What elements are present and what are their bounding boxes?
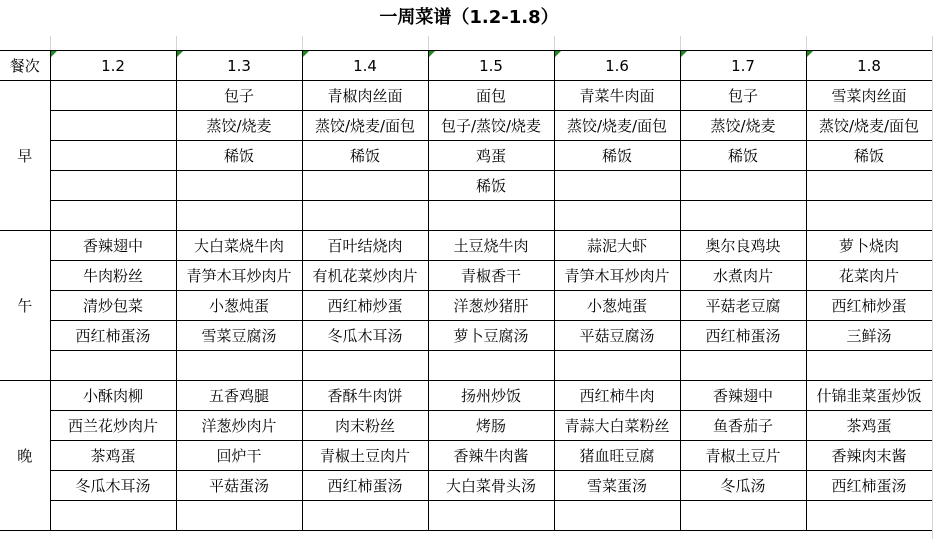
menu-row [0, 291, 932, 321]
dish-cell[interactable]: 稀饭 [302, 141, 428, 171]
menu-row [0, 501, 932, 531]
dish-cell[interactable] [50, 111, 176, 141]
dish-cell[interactable] [428, 351, 554, 381]
date-header-cell[interactable]: 1.8 [806, 51, 932, 81]
dish-cell[interactable] [806, 351, 932, 381]
menu-row [0, 381, 932, 411]
dish-cell[interactable]: 蒸饺/烧麦 [176, 111, 302, 141]
dish-cell[interactable] [428, 501, 554, 531]
dish-cell[interactable]: 西红柿蛋汤 [302, 471, 428, 501]
meal-label-cell[interactable]: 午 [0, 231, 50, 381]
dish-cell[interactable] [428, 201, 554, 231]
page-title: 一周菜谱（1.2-1.8） [379, 7, 559, 28]
dish-cell[interactable]: 烤肠 [428, 411, 554, 441]
dish-cell[interactable] [176, 351, 302, 381]
dish-cell[interactable] [680, 171, 806, 201]
meal-label-cell[interactable]: 晚 [0, 381, 50, 531]
dish-cell[interactable]: 西红柿牛肉 [554, 381, 680, 411]
dish-cell[interactable]: 西红柿炒蛋 [806, 291, 932, 321]
cell-flag-icon [429, 51, 435, 57]
dish-cell[interactable]: 洋葱炒猪肝 [428, 291, 554, 321]
dish-cell[interactable]: 青笋木耳炒肉片 [176, 261, 302, 291]
dish-cell[interactable]: 土豆烧牛肉 [428, 231, 554, 261]
dish-cell[interactable]: 回炉干 [176, 441, 302, 471]
dish-cell[interactable]: 牛肉粉丝 [50, 261, 176, 291]
dish-cell[interactable]: 稀饭 [806, 141, 932, 171]
dish-cell[interactable]: 鱼香茄子 [680, 411, 806, 441]
dish-cell[interactable] [680, 201, 806, 231]
menu-row [0, 141, 932, 171]
dish-cell[interactable]: 奥尔良鸡块 [680, 231, 806, 261]
dish-cell[interactable]: 百叶结烧肉 [302, 231, 428, 261]
menu-table-body [0, 36, 932, 531]
cell-flag-icon [51, 51, 57, 57]
dish-cell[interactable]: 萝卜烧肉 [806, 231, 932, 261]
dish-cell[interactable]: 西兰花炒肉片 [50, 411, 176, 441]
meal-label-cell[interactable]: 早 [0, 81, 50, 231]
dish-cell[interactable]: 洋葱炒肉片 [176, 411, 302, 441]
dish-cell[interactable]: 稀饭 [680, 141, 806, 171]
dish-cell[interactable]: 香辣翅中 [680, 381, 806, 411]
dish-cell[interactable] [554, 171, 680, 201]
dish-cell[interactable]: 冬瓜木耳汤 [50, 471, 176, 501]
dish-cell[interactable] [806, 501, 932, 531]
dish-cell[interactable] [50, 201, 176, 231]
menu-row [0, 411, 932, 441]
menu-row [0, 81, 932, 111]
menu-row [0, 201, 932, 231]
dish-cell[interactable] [680, 351, 806, 381]
dish-cell[interactable]: 包子 [176, 81, 302, 111]
dish-cell[interactable]: 什锦韭菜蛋炒饭 [806, 381, 932, 411]
dish-cell[interactable]: 青蒜大白菜粉丝 [554, 411, 680, 441]
dish-cell[interactable]: 包子 [680, 81, 806, 111]
dish-cell[interactable] [302, 171, 428, 201]
date-header-cell[interactable]: 1.7 [680, 51, 806, 81]
menu-row [0, 441, 932, 471]
dish-cell[interactable]: 青椒肉丝面 [302, 81, 428, 111]
dish-cell[interactable]: 雪菜肉丝面 [806, 81, 932, 111]
dish-cell[interactable] [176, 201, 302, 231]
dish-cell[interactable] [806, 171, 932, 201]
date-header-cell[interactable]: 1.6 [554, 51, 680, 81]
dish-cell[interactable]: 蒸饺/烧麦/面包 [554, 111, 680, 141]
dish-cell[interactable] [680, 501, 806, 531]
sheet-grid-edge [932, 36, 938, 539]
dish-cell[interactable]: 香辣牛肉酱 [428, 441, 554, 471]
dish-cell[interactable]: 蒸饺/烧麦 [680, 111, 806, 141]
cell-flag-icon [555, 51, 561, 57]
dish-cell[interactable]: 小葱炖蛋 [554, 291, 680, 321]
dish-cell[interactable]: 冬瓜木耳汤 [302, 321, 428, 351]
dish-cell[interactable] [50, 351, 176, 381]
dish-cell[interactable] [176, 171, 302, 201]
dish-cell[interactable]: 鸡蛋 [428, 141, 554, 171]
dish-cell[interactable]: 蒸饺/烧麦/面包 [806, 111, 932, 141]
dish-cell[interactable] [50, 141, 176, 171]
dish-cell[interactable] [302, 351, 428, 381]
dish-cell[interactable]: 冬瓜汤 [680, 471, 806, 501]
dish-cell[interactable]: 平菇蛋汤 [176, 471, 302, 501]
cell-flag-icon [807, 51, 813, 57]
dish-cell[interactable]: 五香鸡腿 [176, 381, 302, 411]
header-row [0, 51, 932, 81]
dish-cell[interactable]: 大白菜烧牛肉 [176, 231, 302, 261]
date-header-cell[interactable]: 1.2 [50, 51, 176, 81]
date-header-cell[interactable]: 1.3 [176, 51, 302, 81]
dish-cell[interactable] [302, 201, 428, 231]
dish-cell[interactable]: 萝卜豆腐汤 [428, 321, 554, 351]
dish-cell[interactable]: 包子/蒸饺/烧麦 [428, 111, 554, 141]
dish-cell[interactable]: 肉末粉丝 [302, 411, 428, 441]
date-header-cell[interactable]: 1.5 [428, 51, 554, 81]
dish-cell[interactable]: 西红柿蛋汤 [680, 321, 806, 351]
dish-cell[interactable]: 稀饭 [554, 141, 680, 171]
dish-cell[interactable]: 蒜泥大虾 [554, 231, 680, 261]
dish-cell[interactable] [554, 501, 680, 531]
dish-cell[interactable]: 平菇豆腐汤 [554, 321, 680, 351]
cell-flag-icon [681, 51, 687, 57]
date-header-cell[interactable]: 1.4 [302, 51, 428, 81]
dish-cell[interactable] [50, 171, 176, 201]
menu-row [0, 231, 932, 261]
dish-cell[interactable]: 清炒包菜 [50, 291, 176, 321]
spacer-row [0, 36, 932, 51]
menu-row [0, 171, 932, 201]
dish-cell[interactable]: 香辣肉末酱 [806, 441, 932, 471]
menu-table [0, 36, 933, 531]
menu-row [0, 111, 932, 141]
dish-cell[interactable]: 面包 [428, 81, 554, 111]
dish-cell[interactable]: 青笋木耳炒肉片 [554, 261, 680, 291]
dish-cell[interactable]: 扬州炒饭 [428, 381, 554, 411]
menu-row [0, 321, 932, 351]
dish-cell[interactable]: 有机花菜炒肉片 [302, 261, 428, 291]
menu-row [0, 261, 932, 291]
dish-cell[interactable] [50, 501, 176, 531]
dish-cell[interactable]: 蒸饺/烧麦/面包 [302, 111, 428, 141]
dish-cell[interactable]: 猪血旺豆腐 [554, 441, 680, 471]
dish-cell[interactable] [806, 201, 932, 231]
dish-cell[interactable]: 青椒土豆片 [680, 441, 806, 471]
dish-cell[interactable]: 西红柿蛋汤 [806, 471, 932, 501]
dish-cell[interactable]: 水煮肉片 [680, 261, 806, 291]
dish-cell[interactable]: 稀饭 [176, 141, 302, 171]
dish-cell[interactable]: 小葱炖蛋 [176, 291, 302, 321]
dish-cell[interactable]: 三鲜汤 [806, 321, 932, 351]
dish-cell[interactable]: 西红柿炒蛋 [302, 291, 428, 321]
cell-flag-icon [303, 51, 309, 57]
dish-cell[interactable]: 青椒香干 [428, 261, 554, 291]
dish-cell[interactable] [176, 501, 302, 531]
dish-cell[interactable]: 大白菜骨头汤 [428, 471, 554, 501]
dish-cell[interactable] [50, 81, 176, 111]
dish-cell[interactable]: 西红柿蛋汤 [50, 321, 176, 351]
dish-cell[interactable]: 茶鸡蛋 [806, 411, 932, 441]
dish-cell[interactable]: 香辣翅中 [50, 231, 176, 261]
cell-flag-icon [177, 51, 183, 57]
dish-cell[interactable]: 青菜牛肉面 [554, 81, 680, 111]
dish-cell[interactable]: 花菜肉片 [806, 261, 932, 291]
dish-cell[interactable]: 青椒土豆肉片 [302, 441, 428, 471]
dish-cell[interactable]: 雪菜蛋汤 [554, 471, 680, 501]
dish-cell[interactable]: 平菇老豆腐 [680, 291, 806, 321]
dish-cell[interactable]: 香酥牛肉饼 [302, 381, 428, 411]
dish-cell[interactable]: 小酥肉柳 [50, 381, 176, 411]
dish-cell[interactable] [554, 351, 680, 381]
menu-row [0, 471, 932, 501]
dish-cell[interactable] [302, 501, 428, 531]
menu-row [0, 351, 932, 381]
dish-cell[interactable]: 稀饭 [428, 171, 554, 201]
dish-cell[interactable]: 雪菜豆腐汤 [176, 321, 302, 351]
dish-cell[interactable] [554, 201, 680, 231]
dish-cell[interactable]: 茶鸡蛋 [50, 441, 176, 471]
meal-header-cell[interactable]: 餐次 [0, 51, 50, 81]
